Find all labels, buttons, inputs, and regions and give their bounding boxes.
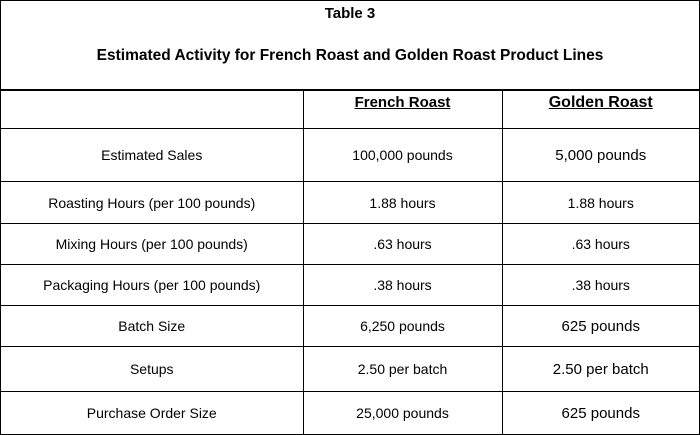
row-label: Roasting Hours (per 100 pounds) (1, 182, 303, 224)
header-french-roast (303, 91, 502, 129)
table-title: Table 3 (324, 5, 376, 22)
header-row (1, 91, 699, 129)
french-roast-value: 6,250 pounds (303, 306, 502, 347)
french-roast-value: 100,000 pounds (303, 129, 502, 182)
table-row (1, 224, 699, 265)
french-roast-value: .63 hours (303, 224, 502, 265)
row-label: Mixing Hours (per 100 pounds) (1, 224, 303, 265)
french-roast-value: 25,000 pounds (303, 392, 502, 435)
table-row (1, 392, 699, 435)
row-label: Setups (1, 347, 303, 392)
golden-roast-value: 625 pounds (502, 306, 699, 347)
table-row (1, 347, 699, 392)
activity-table (1, 90, 699, 435)
french-roast-value: .38 hours (303, 265, 502, 306)
row-label: Batch Size (1, 306, 303, 347)
row-label: Purchase Order Size (1, 392, 303, 435)
french-roast-value: 2.50 per batch (303, 347, 502, 392)
header-blank-cell (1, 91, 303, 129)
header-golden-roast-label: Golden Roast (548, 94, 653, 111)
golden-roast-value: 625 pounds (502, 392, 699, 435)
golden-roast-value: 5,000 pounds (502, 129, 699, 182)
table-row (1, 129, 699, 182)
row-label: Packaging Hours (per 100 pounds) (1, 265, 303, 306)
golden-roast-value: 2.50 per batch (502, 347, 699, 392)
french-roast-value: 1.88 hours (303, 182, 502, 224)
header-french-roast-label: French Roast (354, 94, 451, 111)
header-golden-roast (502, 91, 699, 129)
table-row (1, 306, 699, 347)
golden-roast-value: 1.88 hours (502, 182, 699, 224)
golden-roast-value: .38 hours (502, 265, 699, 306)
table-caption (1, 1, 699, 90)
golden-roast-value: .63 hours (502, 224, 699, 265)
table-subtitle: Estimated Activity for French Roast and Golden Roast Product Lines (96, 47, 604, 64)
table-row (1, 265, 699, 306)
row-label: Estimated Sales (1, 129, 303, 182)
table-row (1, 182, 699, 224)
